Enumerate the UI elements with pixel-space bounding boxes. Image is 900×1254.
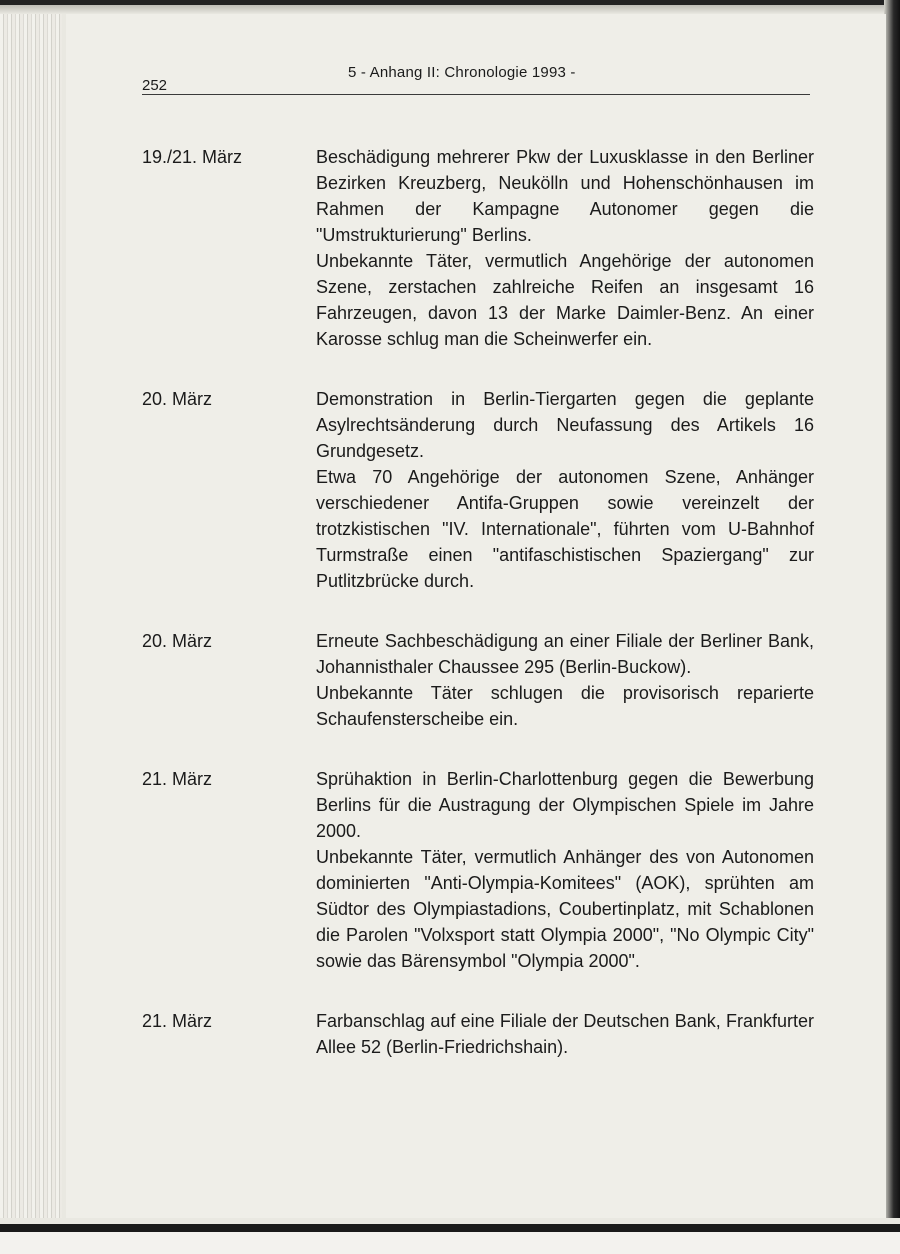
entry-date: 21. März: [142, 769, 213, 789]
entry-paragraph: Unbekannte Täter, vermutlich Anhänger des von Autonomen dominierten "Anti-Olympia-Komitees" (AOK), sprühten am Südtor des Olympiastadions, Coubertinplatz, mit Schablonen die Parolen "Volxsport statt Olympia 2000", "No Olympic City" sowie das Bärensymbol "Olympia 2000".: [316, 847, 814, 971]
entry-paragraph: Sprühaktion in Berlin-Charlottenburg gegen die Bewerbung Berlins für die Austragung der Olympischen Spiele im Jahre 2000.: [316, 769, 814, 841]
entry-paragraph: Erneute Sachbeschädigung an einer Filiale der Berliner Bank, Johannisthaler Chaussee 295 (Berlin-Buckow).: [316, 631, 814, 677]
page-header: [142, 54, 810, 95]
entry-paragraph: Beschädigung mehrerer Pkw der Luxusklasse in den Berliner Bezirken Kreuzberg, Neukölln und Hohenschönhausen im Rahmen der Kampagne Autonomer gegen die "Umstrukturierung" Berlins.: [316, 147, 814, 245]
book-page: [66, 14, 886, 1220]
scan-bottom-edge: [0, 1218, 900, 1254]
running-head: 5 - Anhang II: Chronologie 1993 -: [348, 64, 576, 81]
entry-text: [316, 628, 814, 732]
entry-text: [316, 386, 814, 594]
chronology-entry: [142, 386, 814, 594]
entry-date: 20. März: [142, 631, 213, 651]
entry-paragraph: Unbekannte Täter, vermutlich Angehörige der autonomen Szene, zerstachen zahlreiche Reifen an insgesamt 16 Fahrzeugen, davon 13 der Marke Daimler-Benz. An einer Karosse schlug man die Scheinwerfer ein.: [316, 251, 814, 349]
chronology-entries: [142, 144, 814, 1094]
entry-date: 20. März: [142, 389, 213, 409]
entry-paragraph: Unbekannte Täter schlugen die provisorisch reparierte Schaufensterscheibe ein.: [316, 683, 814, 729]
entry-text: [316, 766, 814, 974]
entry-date: 21. März: [142, 1011, 213, 1031]
book-page-edges: [0, 0, 62, 1254]
page-number: 252: [142, 77, 168, 94]
chronology-entry: [142, 144, 814, 352]
entry-paragraph: Demonstration in Berlin-Tiergarten gegen die geplante Asylrechtsänderung durch Neufassung des Artikels 16 Grundgesetz.: [316, 389, 814, 461]
chronology-entry: [142, 1008, 814, 1060]
chronology-entry: [142, 628, 814, 732]
entry-paragraph: Etwa 70 Angehörige der autonomen Szene, Anhänger verschiedener Antifa-Gruppen sowie vereinzelt der trotzkistischen "IV. Internationale", führten vom U-Bahnhof Turmstraße einen "antifaschistischen Spaziergang" zur Putlitzbrücke durch.: [316, 467, 814, 591]
scan-top-edge: [0, 0, 900, 14]
entry-text: [316, 1008, 814, 1060]
chronology-entry: [142, 766, 814, 974]
entry-date: 19./21. März: [142, 147, 243, 167]
entry-text: [316, 144, 814, 352]
book-spine-shadow: [884, 0, 900, 1254]
entry-paragraph: Farbanschlag auf eine Filiale der Deutschen Bank, Frankfurter Allee 52 (Berlin-Friedrichshain).: [316, 1011, 814, 1057]
